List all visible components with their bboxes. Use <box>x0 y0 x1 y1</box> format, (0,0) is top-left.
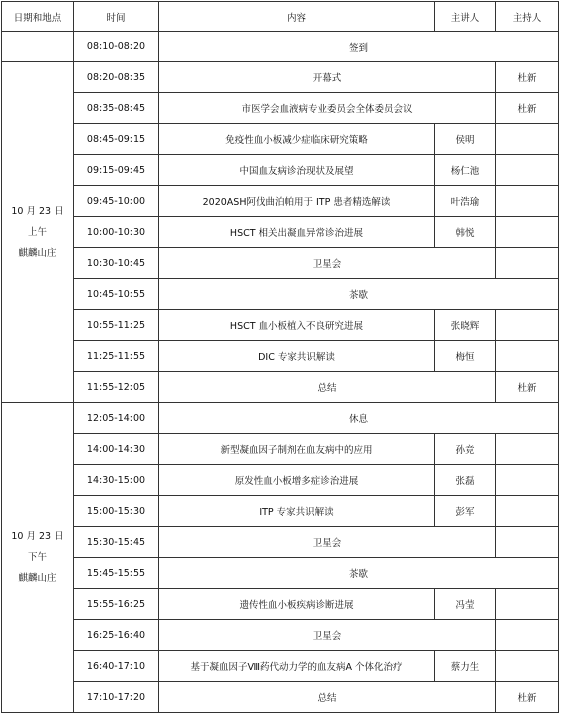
time-cell: 08:45-09:15 <box>74 124 159 155</box>
time-cell: 17:10-17:20 <box>74 682 159 713</box>
content-cell: 新型凝血因子制剂在血友病中的应用 <box>159 434 435 465</box>
afternoon-date: 10 月 23 日 <box>11 531 64 542</box>
host-cell: 杜新 <box>496 62 559 93</box>
time-cell: 08:10-08:20 <box>74 32 159 62</box>
table-row <box>2 682 559 713</box>
time-cell: 10:30-10:45 <box>74 248 159 279</box>
host-cell <box>496 186 559 217</box>
table-row <box>2 62 559 93</box>
content-cell: 基于凝血因子Ⅷ药代动力学的血友病A 个体化治疗 <box>159 651 435 682</box>
table-row <box>2 434 559 465</box>
header-content: 内容 <box>159 2 435 32</box>
table-row <box>2 558 559 589</box>
host-cell: 杜新 <box>496 682 559 713</box>
morning-period: 上午 <box>27 226 47 238</box>
content-cell: 总结 <box>159 682 496 713</box>
host-cell <box>496 527 559 558</box>
host-cell: 杜新 <box>496 93 559 124</box>
speaker-cell: 张磊 <box>435 465 496 496</box>
time-cell: 15:45-15:55 <box>74 558 159 589</box>
morning-date: 10 月 23 日 <box>11 205 64 217</box>
host-cell: 杜新 <box>496 372 559 403</box>
host-cell <box>496 589 559 620</box>
table-row <box>2 279 559 310</box>
content-cell: DIC 专家共识解读 <box>159 341 435 372</box>
table-row <box>2 124 559 155</box>
content-cell: 原发性血小板增多症诊治进展 <box>159 465 435 496</box>
content-cell: 2020ASH阿伐曲泊帕用于 ITP 患者精选解读 <box>159 186 435 217</box>
date-empty-cell <box>2 32 74 62</box>
speaker-cell: 梅恒 <box>435 341 496 372</box>
table-row <box>2 310 559 341</box>
host-cell <box>496 620 559 651</box>
host-cell <box>496 341 559 372</box>
time-cell: 09:15-09:45 <box>74 155 159 186</box>
content-cell: 茶歇 <box>159 279 559 310</box>
header-row <box>2 2 559 32</box>
speaker-cell: 叶浩瑜 <box>435 186 496 217</box>
content-cell: 卫星会 <box>159 620 496 651</box>
content-cell: 市医学会血液病专业委员会全体委员会议 <box>159 93 496 124</box>
time-cell: 16:25-16:40 <box>74 620 159 651</box>
table-row <box>2 589 559 620</box>
header-host: 主持人 <box>496 2 559 32</box>
table-row <box>2 527 559 558</box>
content-cell: HSCT 相关出凝血异常诊治进展 <box>159 217 435 248</box>
morning-date-place-cell <box>2 62 74 403</box>
content-cell: HSCT 血小板植入不良研究进展 <box>159 310 435 341</box>
content-cell: ITP 专家共识解读 <box>159 496 435 527</box>
host-cell <box>496 651 559 682</box>
table-row <box>2 186 559 217</box>
content-cell: 卫星会 <box>159 527 496 558</box>
afternoon-date-place-cell <box>2 403 74 713</box>
table-row <box>2 496 559 527</box>
host-cell <box>496 155 559 186</box>
content-cell: 开幕式 <box>159 62 496 93</box>
table-row <box>2 341 559 372</box>
header-date-place: 日期和地点 <box>2 2 74 32</box>
time-cell: 14:30-15:00 <box>74 465 159 496</box>
time-cell: 08:35-08:45 <box>74 93 159 124</box>
content-cell: 卫星会 <box>159 248 496 279</box>
agenda-table <box>1 1 559 713</box>
speaker-cell: 孙竞 <box>435 434 496 465</box>
header-speaker: 主讲人 <box>435 2 496 32</box>
afternoon-period: 下午 <box>27 552 47 563</box>
time-cell: 11:25-11:55 <box>74 341 159 372</box>
time-cell: 11:55-12:05 <box>74 372 159 403</box>
time-cell: 10:45-10:55 <box>74 279 159 310</box>
afternoon-place: 麒麟山庄 <box>18 573 57 584</box>
host-cell <box>496 465 559 496</box>
time-cell: 15:55-16:25 <box>74 589 159 620</box>
speaker-cell: 韩悦 <box>435 217 496 248</box>
table-row <box>2 93 559 124</box>
table-row <box>2 248 559 279</box>
host-cell <box>496 217 559 248</box>
time-cell: 10:55-11:25 <box>74 310 159 341</box>
speaker-cell: 杨仁池 <box>435 155 496 186</box>
table-row <box>2 465 559 496</box>
table-row <box>2 32 559 62</box>
time-cell: 15:00-15:30 <box>74 496 159 527</box>
host-cell <box>496 124 559 155</box>
content-cell: 休息 <box>159 403 559 434</box>
time-cell: 09:45-10:00 <box>74 186 159 217</box>
host-cell <box>496 434 559 465</box>
content-cell: 总结 <box>159 372 496 403</box>
speaker-cell: 彭军 <box>435 496 496 527</box>
table-row <box>2 403 559 434</box>
morning-place: 麒麟山庄 <box>18 247 57 259</box>
table-row <box>2 651 559 682</box>
time-cell: 12:05-14:00 <box>74 403 159 434</box>
host-cell <box>496 248 559 279</box>
content-cell: 免疫性血小板减少症临床研究策略 <box>159 124 435 155</box>
content-cell: 遗传性血小板疾病诊断进展 <box>159 589 435 620</box>
time-cell: 14:00-14:30 <box>74 434 159 465</box>
speaker-cell: 蔡力生 <box>435 651 496 682</box>
host-cell <box>496 496 559 527</box>
content-cell: 中国血友病诊治现状及展望 <box>159 155 435 186</box>
time-cell: 15:30-15:45 <box>74 527 159 558</box>
table-row <box>2 155 559 186</box>
header-time: 时间 <box>74 2 159 32</box>
speaker-cell: 张晓辉 <box>435 310 496 341</box>
speaker-cell: 冯莹 <box>435 589 496 620</box>
table-row <box>2 620 559 651</box>
host-cell <box>496 310 559 341</box>
table-row <box>2 217 559 248</box>
time-cell: 16:40-17:10 <box>74 651 159 682</box>
time-cell: 08:20-08:35 <box>74 62 159 93</box>
time-cell: 10:00-10:30 <box>74 217 159 248</box>
content-cell: 茶歇 <box>159 558 559 589</box>
content-cell: 签到 <box>159 32 559 62</box>
table-row <box>2 372 559 403</box>
speaker-cell: 侯明 <box>435 124 496 155</box>
